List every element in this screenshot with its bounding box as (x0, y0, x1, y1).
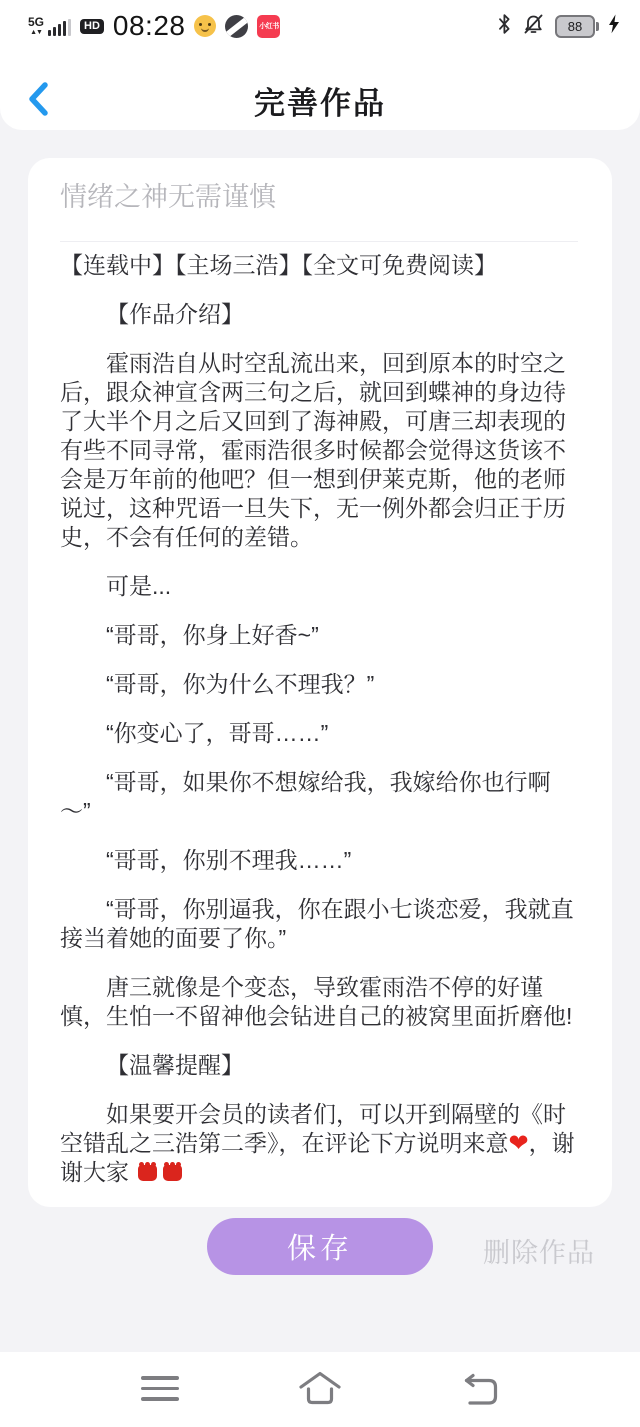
title-divider (60, 241, 578, 242)
red-fist-emoji (163, 1165, 182, 1181)
header (0, 0, 640, 130)
battery-level: 88 (555, 15, 595, 38)
body-paragraph: “哥哥，你身上好香~” (106, 622, 319, 648)
signal-bars-icon (48, 19, 71, 36)
closing-text-before-heart: 如果要开会员的读者们，可以开到隔壁的《时空错乱之三浩第二季》，在评论下方说明来意 (60, 1101, 566, 1156)
work-title-input[interactable]: 情绪之神无需谨慎 (60, 182, 276, 212)
paragraph-list (60, 251, 578, 1080)
xiaohongshu-app-icon: 小红书 (257, 15, 280, 38)
body-paragraph: “哥哥，你为什么不理我？” (106, 671, 375, 697)
bluetooth-icon (497, 13, 512, 40)
red-heart-emoji: ❤ (508, 1130, 529, 1157)
body-paragraph: 【温馨提醒】 (106, 1052, 244, 1078)
delete-work-button[interactable]: 删除作品 (483, 1238, 595, 1268)
nav-menu-button[interactable] (141, 1376, 179, 1401)
work-description-textarea[interactable] (60, 251, 578, 1187)
body-paragraph: 可是... (106, 573, 172, 599)
body-paragraph: “你变心了，哥哥……” (106, 720, 329, 746)
work-edit-card (28, 158, 612, 1207)
page-title: 完善作品 (254, 86, 386, 121)
notification-emoji-app-icon (194, 15, 216, 37)
status-bar-right (497, 12, 620, 41)
battery-icon (555, 15, 599, 38)
status-bar (0, 8, 640, 44)
home-icon (297, 1370, 343, 1406)
signal-strength-icon (28, 16, 71, 36)
system-nav-bar (0, 1352, 640, 1427)
data-arrows-icon: ▲▼ (30, 29, 42, 36)
charging-bolt-icon (608, 14, 620, 39)
status-bar-left (28, 10, 280, 42)
nav-back-button[interactable] (461, 1372, 499, 1411)
save-button[interactable]: 保存 (207, 1218, 433, 1275)
network-type-label: 5G (28, 15, 45, 29)
hd-badge: HD (80, 19, 104, 34)
menu-icon (141, 1376, 179, 1380)
red-fist-emoji (138, 1165, 157, 1181)
body-paragraph: “哥哥，你别逼我，你在跟小七谈恋爱，我就直接当着她的面要了你。” (60, 896, 574, 951)
closing-text-after-heart: ，谢谢大家 (60, 1130, 575, 1185)
body-paragraph: “哥哥，你别不理我……” (106, 847, 352, 873)
mute-bell-icon (521, 12, 546, 41)
body-paragraph: 【作品介绍】 (106, 301, 244, 327)
status-time: 08:28 (112, 10, 186, 41)
body-paragraph: 唐三就像是个变态，导致霍雨浩不停的好谨慎，生怕一不留神他会钻进自己的被窝里面折磨他! (60, 974, 573, 1029)
nav-home-button[interactable] (297, 1370, 343, 1411)
notification-browser-app-icon (225, 15, 248, 38)
body-paragraph-closing (60, 1100, 578, 1187)
body-paragraph: “哥哥，如果你不想嫁给我，我嫁给你也行啊～” (60, 769, 551, 824)
body-paragraph: 【连载中】【主场三浩】【全文可免费阅读】 (60, 252, 497, 278)
return-arrow-icon (461, 1372, 499, 1406)
body-paragraph: 霍雨浩自从时空乱流出来，回到原本的时空之后，跟众神宣含两三句之后，就回到蝶神的身边待了大半个月之后又回到了海神殿，可唐三却表现的有些不同寻常，霍雨浩很多时候都会觉得这货该不会是万年前的他吧？但一想到伊莱克斯，他的老师说过，这种咒语一旦失下，无一例外都会归正于历史，不会有任何的差错。 (60, 350, 566, 550)
